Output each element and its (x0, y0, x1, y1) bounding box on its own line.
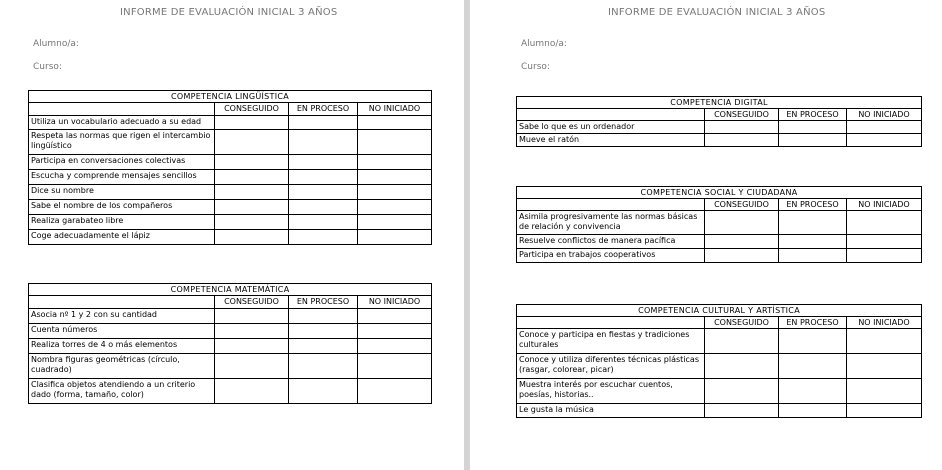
item-label: Asimila progresivamente las normas básicas de relación y convivencia (517, 211, 705, 235)
item-label: Conoce y utiliza diferentes técnicas plásticas (rasgar, colorear, picar) (517, 354, 705, 379)
check-cell-en-proceso[interactable] (779, 329, 847, 354)
check-cell-no-iniciado[interactable] (358, 215, 432, 230)
item-label: Mueve el ratón (517, 134, 705, 147)
table-row (29, 379, 432, 404)
check-cell-conseguido[interactable] (215, 185, 289, 200)
check-cell-conseguido[interactable] (215, 324, 289, 339)
check-cell-conseguido[interactable] (705, 121, 779, 134)
check-cell-en-proceso[interactable] (779, 404, 847, 418)
item-label: Utiliza un vocabulario adecuado a su edad (29, 116, 215, 130)
page-header-left: INFORME DE EVALUACIÓN INICIAL 3 AÑOS (120, 7, 338, 18)
check-cell-en-proceso[interactable] (779, 235, 847, 249)
check-cell-conseguido[interactable] (215, 170, 289, 185)
col-header-no-iniciado: NO INICIADO (847, 109, 922, 121)
table-row (517, 211, 922, 235)
check-cell-no-iniciado[interactable] (358, 155, 432, 170)
table-competencia-digital (516, 96, 922, 147)
check-cell-conseguido[interactable] (215, 130, 289, 155)
item-label: Realiza garabateo libre (29, 215, 215, 230)
item-label: Realiza torres de 4 o más elementos (29, 339, 215, 354)
item-label: Asocia nº 1 y 2 con su cantidad (29, 309, 215, 324)
check-cell-conseguido[interactable] (215, 379, 289, 404)
course-label-left: Curso: (33, 62, 62, 72)
check-cell-conseguido[interactable] (215, 116, 289, 130)
table-row (29, 309, 432, 324)
check-cell-en-proceso[interactable] (289, 324, 358, 339)
table-row (29, 354, 432, 379)
item-label: Sabe el nombre de los compañeros (29, 200, 215, 215)
check-cell-no-iniciado[interactable] (358, 200, 432, 215)
item-label: Clasifica objetos atendiendo a un criterio dado (forma, tamaño, color) (29, 379, 215, 404)
table-competencia-social (516, 186, 922, 263)
item-label: Conoce y participa en fiestas y tradiciones culturales (517, 329, 705, 354)
check-cell-conseguido[interactable] (215, 339, 289, 354)
header-blank-cell (517, 317, 705, 329)
col-header-conseguido: CONSEGUIDO (705, 109, 779, 121)
check-cell-conseguido[interactable] (705, 329, 779, 354)
check-cell-no-iniciado[interactable] (847, 404, 922, 418)
header-blank-cell (29, 103, 215, 116)
check-cell-en-proceso[interactable] (289, 309, 358, 324)
col-header-conseguido: CONSEGUIDO (215, 103, 289, 116)
table-row (29, 230, 432, 245)
check-cell-en-proceso[interactable] (779, 249, 847, 263)
check-cell-conseguido[interactable] (215, 200, 289, 215)
check-cell-no-iniciado[interactable] (847, 235, 922, 249)
course-label-right: Curso: (521, 62, 550, 72)
check-cell-no-iniciado[interactable] (358, 170, 432, 185)
table-row (517, 249, 922, 263)
item-label: Cuenta números (29, 324, 215, 339)
col-header-conseguido: CONSEGUIDO (705, 199, 779, 211)
table-row (29, 324, 432, 339)
table-row (29, 155, 432, 170)
header-blank-cell (517, 109, 705, 121)
col-header-en-proceso: EN PROCESO (289, 296, 358, 309)
check-cell-conseguido[interactable] (215, 309, 289, 324)
check-cell-en-proceso[interactable] (289, 200, 358, 215)
check-cell-conseguido[interactable] (705, 211, 779, 235)
check-cell-no-iniciado[interactable] (358, 309, 432, 324)
check-cell-no-iniciado[interactable] (847, 134, 922, 147)
table-row (29, 130, 432, 155)
table-competencia-linguistica (28, 90, 432, 245)
check-cell-conseguido[interactable] (705, 354, 779, 379)
check-cell-no-iniciado[interactable] (847, 121, 922, 134)
table-row (29, 170, 432, 185)
table-competencia-matematica (28, 283, 432, 404)
check-cell-conseguido[interactable] (215, 155, 289, 170)
col-header-en-proceso: EN PROCESO (779, 317, 847, 329)
table-row (517, 134, 922, 147)
table-row (29, 339, 432, 354)
check-cell-en-proceso[interactable] (289, 155, 358, 170)
item-label: Respeta las normas que rigen el intercambio lingüístico (29, 130, 215, 155)
col-header-no-iniciado: NO INICIADO (847, 199, 922, 211)
item-label: Participa en conversaciones colectivas (29, 155, 215, 170)
table-row (29, 185, 432, 200)
item-label: Muestra interés por escuchar cuentos, poesías, historias.. (517, 379, 705, 404)
table-row (517, 354, 922, 379)
table-title: COMPETENCIA DIGITAL (517, 97, 922, 109)
col-header-no-iniciado: NO INICIADO (358, 103, 432, 116)
col-header-conseguido: CONSEGUIDO (705, 317, 779, 329)
check-cell-no-iniciado[interactable] (847, 354, 922, 379)
table-row (517, 404, 922, 418)
item-label: Resuelve conflictos de manera pacífica (517, 235, 705, 249)
item-label: Escucha y comprende mensajes sencillos (29, 170, 215, 185)
col-header-en-proceso: EN PROCESO (779, 109, 847, 121)
header-blank-cell (29, 296, 215, 309)
table-row (517, 235, 922, 249)
check-cell-conseguido[interactable] (215, 230, 289, 245)
check-cell-no-iniciado[interactable] (847, 249, 922, 263)
table-row (517, 379, 922, 404)
check-cell-no-iniciado[interactable] (847, 211, 922, 235)
page-header-right: INFORME DE EVALUACIÓN INICIAL 3 AÑOS (608, 7, 826, 18)
table-row (517, 329, 922, 354)
col-header-en-proceso: EN PROCESO (779, 199, 847, 211)
item-label: Participa en trabajos cooperativos (517, 249, 705, 263)
check-cell-en-proceso[interactable] (779, 134, 847, 147)
item-label: Coge adecuadamente el lápiz (29, 230, 215, 245)
col-header-no-iniciado: NO INICIADO (358, 296, 432, 309)
check-cell-en-proceso[interactable] (779, 379, 847, 404)
check-cell-en-proceso[interactable] (289, 354, 358, 379)
check-cell-conseguido[interactable] (705, 404, 779, 418)
table-title: COMPETENCIA SOCIAL Y CIUDADANA (517, 187, 922, 199)
check-cell-en-proceso[interactable] (289, 130, 358, 155)
student-label-right: Alumno/a: (521, 39, 567, 49)
check-cell-no-iniciado[interactable] (358, 339, 432, 354)
student-label-left: Alumno/a: (33, 39, 79, 49)
item-label: Dice su nombre (29, 185, 215, 200)
check-cell-en-proceso[interactable] (289, 215, 358, 230)
check-cell-en-proceso[interactable] (289, 339, 358, 354)
check-cell-conseguido[interactable] (215, 354, 289, 379)
check-cell-no-iniciado[interactable] (847, 379, 922, 404)
check-cell-conseguido[interactable] (705, 134, 779, 147)
item-label: Sabe lo que es un ordenador (517, 121, 705, 134)
item-label: Nombra figuras geométricas (círculo, cuadrado) (29, 354, 215, 379)
table-title: COMPETENCIA CULTURAL Y ARTÍSTICA (517, 305, 922, 317)
check-cell-no-iniciado[interactable] (358, 230, 432, 245)
check-cell-no-iniciado[interactable] (358, 354, 432, 379)
table-row (29, 215, 432, 230)
item-label: Le gusta la música (517, 404, 705, 418)
col-header-en-proceso: EN PROCESO (289, 103, 358, 116)
check-cell-conseguido[interactable] (705, 379, 779, 404)
table-row (517, 121, 922, 134)
check-cell-conseguido[interactable] (705, 249, 779, 263)
check-cell-no-iniciado[interactable] (847, 329, 922, 354)
check-cell-en-proceso[interactable] (779, 211, 847, 235)
check-cell-no-iniciado[interactable] (358, 324, 432, 339)
check-cell-en-proceso[interactable] (779, 121, 847, 134)
check-cell-en-proceso[interactable] (289, 230, 358, 245)
check-cell-en-proceso[interactable] (289, 379, 358, 404)
col-header-conseguido: CONSEGUIDO (215, 296, 289, 309)
table-row (29, 200, 432, 215)
check-cell-en-proceso[interactable] (289, 185, 358, 200)
check-cell-en-proceso[interactable] (779, 354, 847, 379)
check-cell-conseguido[interactable] (705, 235, 779, 249)
check-cell-no-iniciado[interactable] (358, 130, 432, 155)
check-cell-no-iniciado[interactable] (358, 185, 432, 200)
check-cell-en-proceso[interactable] (289, 170, 358, 185)
check-cell-en-proceso[interactable] (289, 116, 358, 130)
check-cell-no-iniciado[interactable] (358, 116, 432, 130)
check-cell-no-iniciado[interactable] (358, 379, 432, 404)
header-blank-cell (517, 199, 705, 211)
table-competencia-cultural (516, 304, 922, 418)
table-row (29, 116, 432, 130)
check-cell-conseguido[interactable] (215, 215, 289, 230)
table-title: COMPETENCIA LINGÜÍSTICA (29, 91, 432, 103)
col-header-no-iniciado: NO INICIADO (847, 317, 922, 329)
table-title: COMPETENCIA MATEMÁTICA (29, 284, 432, 296)
